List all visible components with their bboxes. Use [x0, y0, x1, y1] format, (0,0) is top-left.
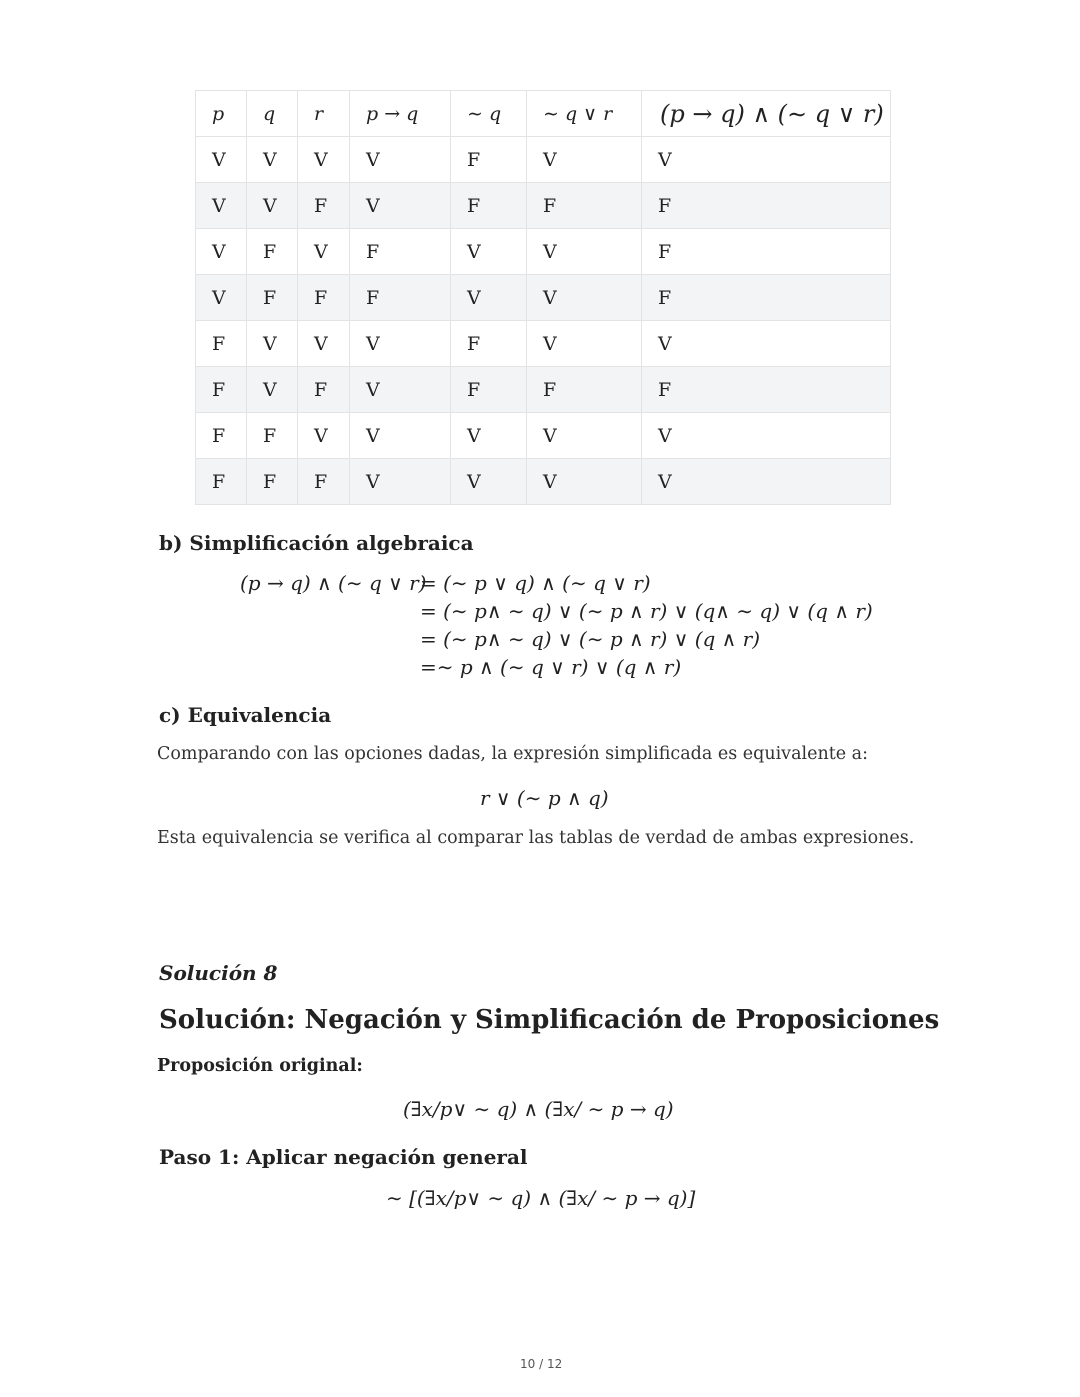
truth-table-cell: V [196, 137, 247, 183]
truth-table-cell: V [527, 459, 642, 505]
simplification-step-3: = (∼ p∧ ∼ q) ∨ (∼ p ∧ r) ∨ (q ∧ r) [420, 627, 761, 651]
original-proposition-label: Proposición original: [157, 1056, 363, 1076]
truth-table-cell: V [350, 183, 451, 229]
header-p-implies-q: p → q [350, 91, 451, 137]
truth-table-cell: V [642, 321, 891, 367]
truth-table-cell: F [298, 275, 350, 321]
truth-table-cell: V [527, 137, 642, 183]
truth-table-row [196, 367, 891, 413]
truth-table-row [196, 183, 891, 229]
truth-table-cell: V [451, 229, 527, 275]
truth-table-cell: V [298, 137, 350, 183]
truth-table-cell: V [451, 459, 527, 505]
truth-table-cell: V [196, 229, 247, 275]
header-not-q: ∼ q [451, 91, 527, 137]
truth-table-cell: F [451, 367, 527, 413]
truth-table-cell: F [350, 229, 451, 275]
header-not-q-or-r: ∼ q ∨ r [527, 91, 642, 137]
truth-table-cell: V [451, 413, 527, 459]
truth-table-cell: V [247, 137, 298, 183]
original-proposition-formula: (∃x/p∨ ∼ q) ∧ (∃x/ ∼ p → q) [403, 1097, 674, 1121]
truth-table-cell: V [527, 321, 642, 367]
truth-table-cell: F [642, 229, 891, 275]
truth-table-cell: V [642, 137, 891, 183]
truth-table-cell: V [350, 137, 451, 183]
truth-table-row [196, 137, 891, 183]
truth-table-cell: F [451, 137, 527, 183]
simplification-lhs: (p → q) ∧ (∼ q ∨ r) [240, 571, 427, 595]
simplification-step-1: = (∼ p ∨ q) ∧ (∼ q ∨ r) [420, 571, 651, 595]
truth-table-cell: V [451, 275, 527, 321]
truth-table-cell: F [527, 183, 642, 229]
truth-table-cell: F [298, 367, 350, 413]
truth-table-cell: V [247, 367, 298, 413]
step-1-title: Paso 1: Aplicar negación general [159, 1145, 528, 1169]
truth-table-cell: V [196, 183, 247, 229]
truth-table-cell: V [247, 321, 298, 367]
truth-table-row [196, 413, 891, 459]
truth-table-cell: V [527, 229, 642, 275]
simplification-step-4: =∼ p ∧ (∼ q ∨ r) ∨ (q ∧ r) [420, 655, 682, 679]
truth-table-cell: F [642, 183, 891, 229]
truth-table-cell: V [247, 183, 298, 229]
equivalent-formula: r ∨ (∼ p ∧ q) [480, 786, 609, 810]
truth-table-cell: F [247, 275, 298, 321]
truth-table-cell: F [298, 459, 350, 505]
truth-table-cell: F [247, 229, 298, 275]
truth-table-body [196, 137, 891, 505]
truth-table-row [196, 275, 891, 321]
truth-table-cell: V [298, 413, 350, 459]
truth-table-cell: V [350, 321, 451, 367]
truth-table-cell: F [247, 459, 298, 505]
truth-table-cell: F [196, 321, 247, 367]
section-c-title: c) Equivalencia [159, 703, 332, 727]
truth-table-cell: F [298, 183, 350, 229]
header-q: q [247, 91, 298, 137]
section-c-text: Comparando con las opciones dadas, la expresión simplificada es equivalente a: [157, 744, 869, 764]
truth-table-cell: V [350, 367, 451, 413]
truth-table-cell: F [642, 275, 891, 321]
truth-table-cell: V [350, 459, 451, 505]
truth-table-cell: F [247, 413, 298, 459]
header-p: p [196, 91, 247, 137]
truth-table-cell: V [642, 413, 891, 459]
truth-table-cell: V [196, 275, 247, 321]
truth-table-cell: F [196, 367, 247, 413]
truth-table-cell: V [350, 413, 451, 459]
truth-table-cell: F [451, 321, 527, 367]
header-r: r [298, 91, 350, 137]
truth-table-cell: F [196, 459, 247, 505]
truth-table-cell: V [298, 321, 350, 367]
truth-table-cell: F [642, 367, 891, 413]
truth-table-cell: F [196, 413, 247, 459]
truth-table-row [196, 229, 891, 275]
truth-table-cell: F [350, 275, 451, 321]
header-full-expression: (p → q) ∧ (∼ q ∨ r) [642, 91, 891, 137]
solution-title: Solución: Negación y Simplificación de Proposiciones [159, 1005, 940, 1035]
truth-table-cell: V [298, 229, 350, 275]
truth-table-row [196, 459, 891, 505]
truth-table-header-row [196, 91, 891, 137]
truth-table-cell: V [527, 275, 642, 321]
page-number: 10 / 12 [520, 1357, 563, 1371]
solution-label: Solución 8 [159, 961, 278, 985]
truth-table-cell: V [642, 459, 891, 505]
truth-table-cell: F [451, 183, 527, 229]
simplification-step-2: = (∼ p∧ ∼ q) ∨ (∼ p ∧ r) ∨ (q∧ ∼ q) ∨ (q ∧ r) [420, 599, 873, 623]
truth-table-cell: V [527, 413, 642, 459]
truth-table-cell: F [527, 367, 642, 413]
section-c-note: Esta equivalencia se verifica al comparar las tablas de verdad de ambas expresiones. [157, 828, 915, 848]
section-b-title: b) Simplificación algebraica [159, 531, 474, 555]
truth-table-row [196, 321, 891, 367]
truth-table [195, 90, 891, 505]
step-1-formula: ∼ [(∃x/p∨ ∼ q) ∧ (∃x/ ∼ p → q)] [386, 1186, 696, 1210]
